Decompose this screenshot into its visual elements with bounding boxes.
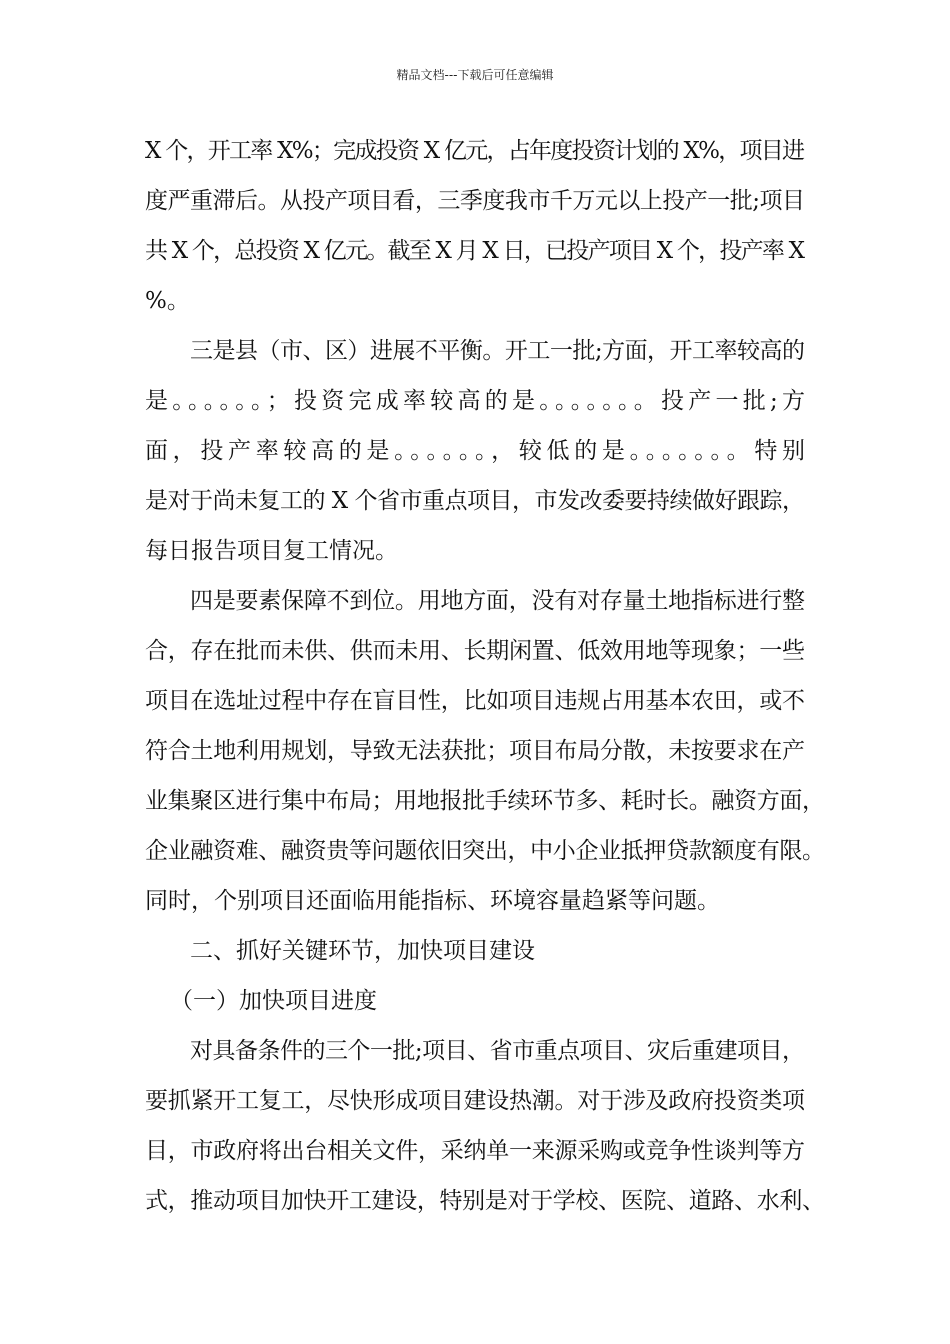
body-line: 要抓紧开工复工，尽快形成项目建设热潮。对于涉及政府投资类项 (145, 1088, 805, 1114)
body-line: 每日报告项目复工情况。 (145, 538, 398, 564)
body-line: 符合土地利用规划，导致无法获批；项目布局分散，未按要求在产 (145, 738, 805, 764)
subsection-heading: （一）加快项目进度 (170, 988, 377, 1014)
body-line: 业集聚区进行集中布局；用地报批手续环节多、耗时长。融资方面， (145, 788, 825, 814)
body-line: 四是要素保障不到位。用地方面，没有对存量土地指标进行整 (190, 588, 805, 614)
document-header: 精品文档---下载后可任意编辑 (396, 68, 554, 82)
body-line: X 个，开工率 X%；完成投资 X 亿元，占年度投资计划的 X%，项目进 (145, 138, 804, 164)
body-line: 企业融资难、融资贵等问题依旧突出，中小企业抵押贷款额度有限。 (145, 838, 825, 864)
body-line: 三是县（市、区）进展不平衡。开工一批;方面，开工率较高的 (190, 338, 805, 364)
body-line: 是对于尚未复工的 X 个省市重点项目，市发改委要持续做好跟踪， (145, 488, 805, 514)
body-line: 面，投产率较高的是。。。。。。，较低的是。。。。。。。特别 (145, 438, 810, 464)
body-line: 共 X 个，总投资 X 亿元。截至 X 月 X 日，已投产项目 X 个，投产率 X (145, 238, 804, 264)
body-line: 对具备条件的三个一批;项目、省市重点项目、灾后重建项目， (190, 1038, 805, 1064)
body-line: 合，存在批而未供、供而未用、长期闲置、低效用地等现象；一些 (145, 638, 805, 664)
body-line: %。 (145, 288, 190, 314)
body-line: 目，市政府将出台相关文件，采纳单一来源采购或竞争性谈判等方 (145, 1138, 805, 1164)
body-line: 是。。。。。。；投资完成率较高的是。。。。。。。投产一批;方 (145, 388, 810, 414)
body-line: 式，推动项目加快开工建设，特别是对于学校、医院、道路、水利、 (145, 1188, 825, 1214)
section-heading: 二、抓好关键环节，加快项目建设 (190, 938, 535, 964)
body-line: 度严重滞后。从投产项目看，三季度我市千万元以上投产一批;项目 (145, 188, 805, 214)
body-line: 同时，个别项目还面临用能指标、环境容量趋紧等问题。 (145, 888, 720, 914)
body-line: 项目在选址过程中存在盲目性，比如项目违规占用基本农田，或不 (145, 688, 805, 714)
